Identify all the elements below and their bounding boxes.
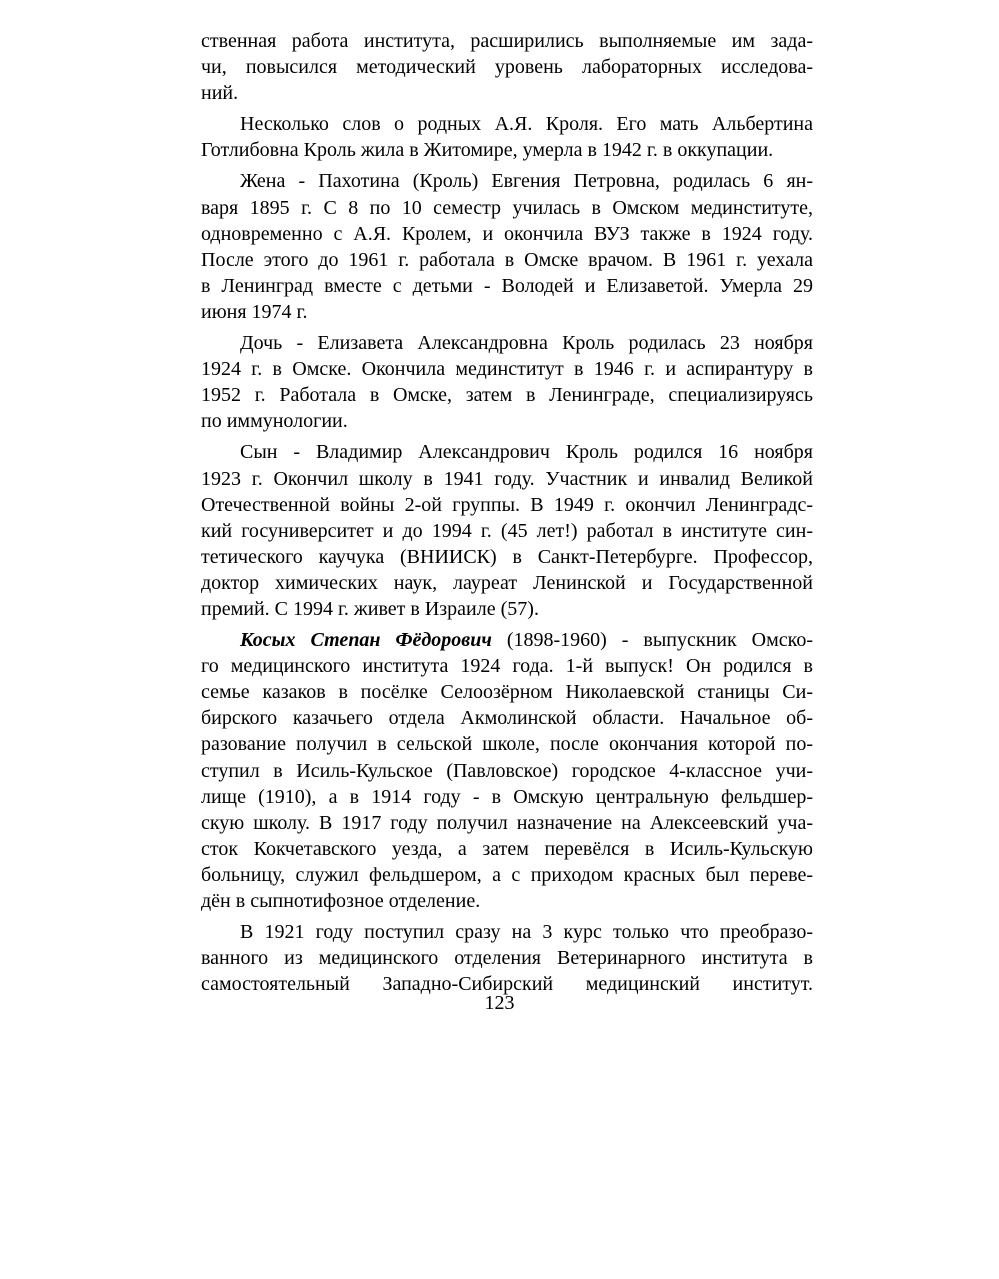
paragraph-relatives [201,111,813,163]
text-line: Готлибовна Кроль жила в Житомире, умерла в 1942 г. в оккупации. [201,139,774,162]
text-line: После этого до 1961 г. работала в Омске врачом. В 1961 г. уехала [201,248,813,271]
paragraph-wife [201,168,813,325]
text-line: ственная работа института, расширились выполняемые им зада- [201,30,813,52]
text-line: самостоятельный Западно-Сибирский медицинский институт. [201,973,813,996]
page-body [201,28,813,1002]
text-line: сток Кокчетавского уезда, а затем перевёлся в Исиль-Кульскую [201,837,813,860]
text-line: дён в сыпнотифозное отделение. [201,890,481,912]
text-line: В 1921 году поступил сразу на 3 курс только что преобразо- [240,921,813,944]
paragraph-1921 [201,919,813,997]
paragraph-institute-work [201,28,813,106]
text-line: лище (1910), а в 1914 году - в Омскую центральную фельдшер- [201,785,813,808]
text-line: июня 1974 г. [201,300,308,323]
text-line: доктор химических наук, лауреат Ленинской и Государственной [201,571,813,594]
text-line: чи, повысился методический уровень лабораторных исследова- [201,56,813,79]
text-line: Дочь - Елизавета Александровна Кроль родилась 23 ноября [240,332,813,355]
text-line: в Ленинград вместе с детьми - Володей и Елизаветой. Умерла 29 [201,274,813,297]
text-line: Несколько слов о родных А.Я. Кроля. Его мать Альбертина [240,113,813,136]
text-line: Отечественной войны 2-ой группы. В 1949 г. окончил Ленинградс- [201,493,813,516]
text-line: 1952 г. Работала в Омске, затем в Ленинграде, специализируясь [201,384,813,407]
text-line: бирского казачьего отдела Акмолинской области. Начальное об- [201,707,813,730]
text-line: разование получил в сельской школе, после окончания которой по- [201,733,813,756]
text-line: премий. С 1994 г. живет в Израиле (57). [201,597,539,620]
text-line: тетического каучука (ВНИИСК) в Санкт-Петербурге. Профессор, [201,545,813,568]
text-line [201,627,813,653]
text-line: варя 1895 г. С 8 по 10 семестр училась в Омском мединституте, [201,196,813,219]
text-line: больницу, служил фельдшером, а с приходом красных был переве- [201,863,813,886]
text-line: скую школу. В 1917 году получил назначение на Алексеевский уча- [201,811,813,834]
text-line: Жена - Пахотина (Кроль) Евгения Петровна, родилась 6 ян- [240,170,813,193]
text-line: одновременно с А.Я. Кролем, и окончила ВУЗ также в 1924 году. [201,222,813,245]
text-line: семье казаков в посёлке Селоозёрном Николаевской станицы Си- [201,681,813,704]
text-line: го медицинского института 1924 года. 1-й выпуск! Он родился в [201,655,813,678]
paragraph-daughter [201,330,813,434]
text-line: ступил в Исиль-Кульское (Павловское) городское 4-классное учи- [201,759,813,782]
paragraph-kosykh [201,627,813,914]
text-fragment: (1898-1960) - выпускник Омско- [491,629,814,652]
person-name: Косых Степан Фёдорович [240,629,492,652]
text-line: Сын - Владимир Александрович Кроль родился 16 ноября [240,441,813,464]
text-line: ванного из медицинского отделения Ветеринарного института в [201,947,813,970]
text-line: ний. [201,82,239,105]
text-line: 1924 г. в Омске. Окончила мединститут в 1946 г. и аспирантуру в [201,358,813,381]
text-line: кий госуниверситет и до 1994 г. (45 лет!) работал в институте син- [201,519,813,542]
paragraph-son [201,439,813,622]
page-number: 123 [484,992,515,1014]
text-line: 1923 г. Окончил школу в 1941 году. Участник и инвалид Великой [201,467,813,490]
text-line: по иммунологии. [201,410,348,433]
